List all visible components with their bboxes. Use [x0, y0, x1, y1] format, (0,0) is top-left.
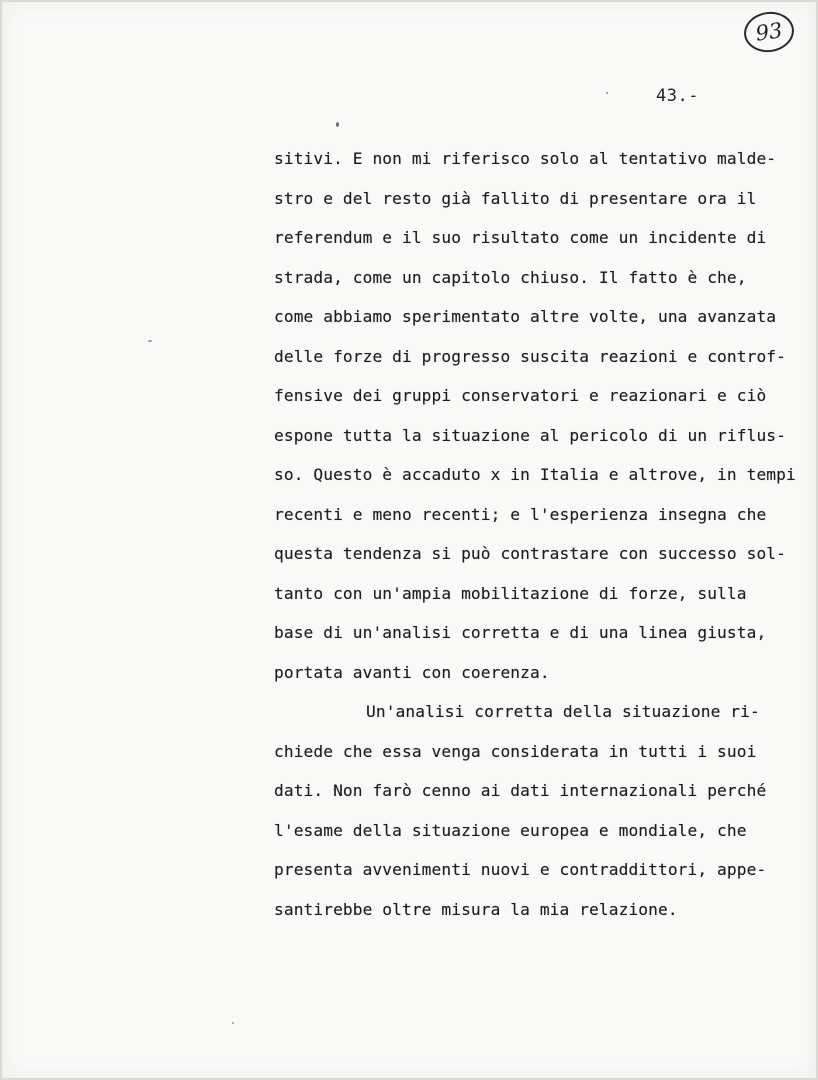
text-line: fensive dei gruppi conservatori e reazionari e ciò	[274, 386, 767, 405]
paper-speck	[336, 122, 339, 127]
text-line: base di un'analisi corretta e di una linea giusta,	[274, 623, 767, 642]
page-number: 43.-	[656, 86, 699, 106]
text-line: strada, come un capitolo chiuso. Il fatto è che,	[274, 267, 747, 287]
text-line: santirebbe oltre misura la mia relazione.	[274, 899, 678, 919]
text-line: recenti e meno recenti; e l'esperienza insegna che	[274, 504, 767, 524]
text-line: chiede che essa venga considerata in tutti i suoi	[274, 741, 757, 761]
body-text	[274, 144, 814, 934]
text-line: come abbiamo sperimentato altre volte, una avanzata	[274, 307, 777, 326]
paragraph-2	[274, 697, 814, 934]
text-line: dati. Non farò cenno ai dati internazionali perché	[274, 781, 767, 800]
text-line: delle forze di progresso suscita reazioni e controf-	[274, 346, 786, 366]
text-line: portata avanti con coerenza.	[274, 662, 550, 682]
text-line: Un'analisi corretta della situazione ri-	[366, 702, 760, 721]
paragraph-1	[274, 144, 814, 697]
paper-speck	[606, 92, 608, 94]
text-line: sitivi. E non mi riferisco solo al tentativo malde-	[274, 149, 777, 168]
text-line: referendum e il suo risultato come un incidente di	[274, 228, 767, 247]
text-line: so. Questo è accaduto x in Italia e altrove, in tempi	[274, 465, 796, 484]
text-line: presenta avvenimenti nuovi e contraddittori, appe-	[274, 860, 767, 879]
text-line: l'esame della situazione europea e mondiale, che	[274, 820, 747, 840]
paper-speck	[148, 340, 152, 342]
paper-speck	[232, 1022, 234, 1024]
text-line: tanto con un'ampia mobilitazione di forze, sulla	[274, 583, 747, 603]
text-line: espone tutta la situazione al pericolo di un riflus-	[274, 425, 786, 445]
archive-number-stamp: 93	[741, 9, 796, 56]
text-line: stro e del resto già fallito di presentare ora il	[274, 188, 757, 208]
text-line: questa tendenza si può contrastare con successo sol-	[274, 544, 786, 563]
